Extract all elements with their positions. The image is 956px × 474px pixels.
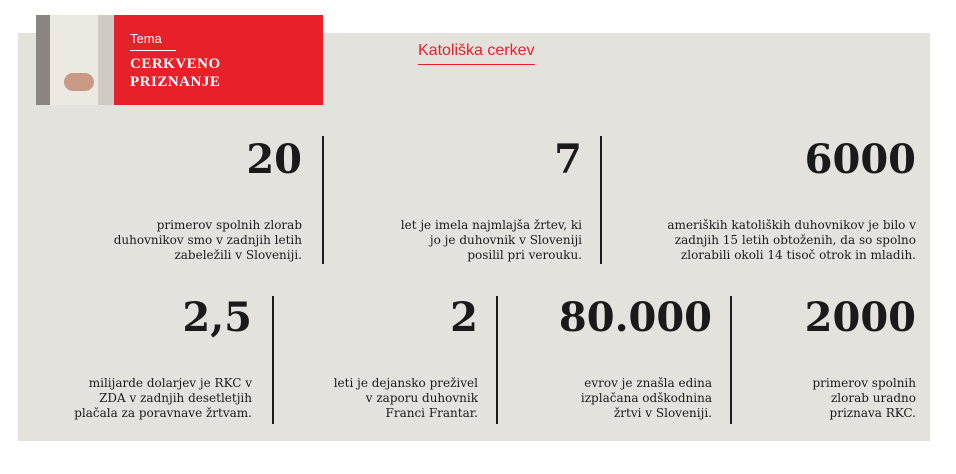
stat-description: ameriških katoliških duhovnikov je bilo v zadnjih 15 letih obtoženih, da so spolno zlorabili okoli 14 tisoč otrok in mladih. xyxy=(667,218,916,262)
stat-description: primerov spolnih zlorab uradno priznava RKC. xyxy=(812,376,916,420)
stat-value: 80.000 xyxy=(558,294,712,341)
stat-card xyxy=(514,296,712,421)
stat-card xyxy=(290,296,478,421)
stat-description: milijarde dolarjev je RKC v ZDA v zadnjih desetletjih plačala za poravnave žrtvam. xyxy=(74,376,252,420)
divider xyxy=(496,296,498,424)
stat-value: 2000 xyxy=(804,294,916,341)
stat-card xyxy=(748,296,916,421)
stat-card xyxy=(340,138,582,263)
stat-value: 6000 xyxy=(804,136,916,183)
stat-description: evrov je znašla edina izplačana odškodnina žrtvi v Sloveniji. xyxy=(580,376,712,420)
photo-robe xyxy=(50,15,98,105)
stat-description: primerov spolnih zlorab duhovnikov smo v zadnjih letih zabeležili v Sloveniji. xyxy=(113,218,302,262)
stat-value: 7 xyxy=(554,136,582,183)
divider xyxy=(730,296,732,424)
section-label: Tema xyxy=(130,31,162,46)
stat-card xyxy=(40,138,302,263)
stat-value: 20 xyxy=(246,136,302,183)
stat-value: 2,5 xyxy=(182,294,252,341)
divider xyxy=(600,136,602,264)
stat-card xyxy=(40,296,252,421)
stat-description: leti je dejansko preživel v zaporu duhovnik Franci Frantar. xyxy=(333,376,478,420)
divider xyxy=(272,296,274,424)
divider xyxy=(322,136,324,264)
photo-shadow xyxy=(36,15,50,105)
photo-hand xyxy=(64,73,94,91)
header-photo xyxy=(36,15,114,105)
stat-card xyxy=(618,138,916,263)
section-underline xyxy=(130,50,176,51)
stat-value: 2 xyxy=(450,294,478,341)
header-banner xyxy=(114,15,323,105)
category-label: Katoliška cerkev xyxy=(418,42,535,65)
header-title: CERKVENO PRIZNANJE xyxy=(130,56,221,90)
stat-description: let je imela najmlajša žrtev, ki jo je duhovnik v Sloveniji posilil pri verouku. xyxy=(400,218,582,262)
